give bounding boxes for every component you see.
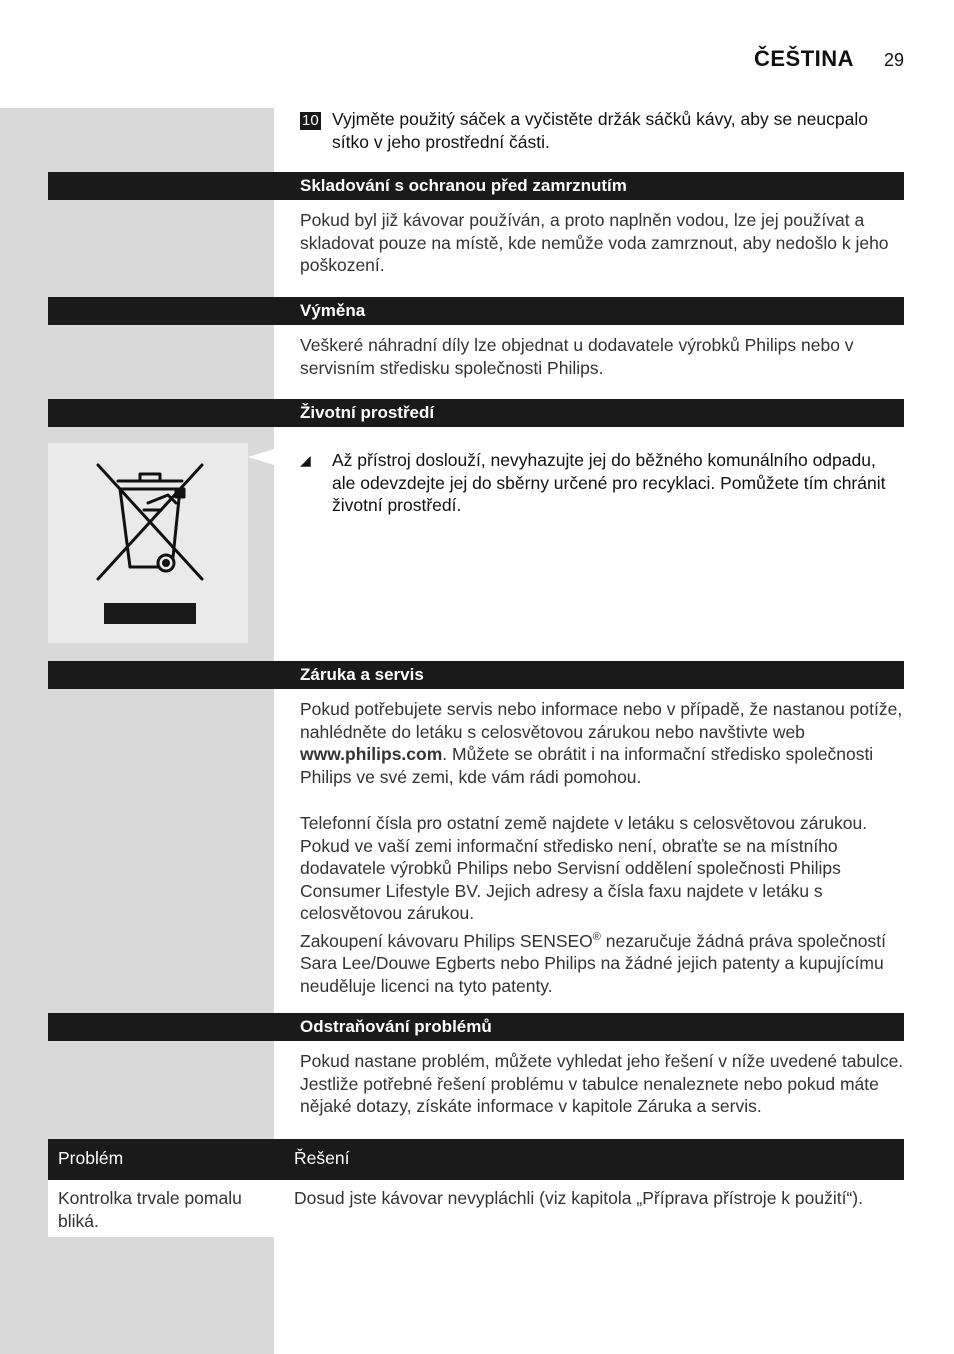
warranty-text: nezaručuje žádná práva společností Sara Lee/Douwe Egberts nebo Philips na žádné jejich patenty a kupujícímu neuděluje licenci na tyto patenty.	[300, 930, 886, 997]
section-title: Výměna	[300, 301, 366, 320]
section-header-environment	[48, 399, 904, 427]
column-header-problem: Problém	[58, 1148, 124, 1168]
warranty-text: Zakoupení kávovaru Philips SENSEO	[300, 930, 593, 951]
pointer-triangle	[248, 449, 274, 465]
step-text: Vyjměte použitý sáček a vyčistěte držák sáčků kávy, aby se neucpalo sítko v jeho prostřední části.	[332, 109, 868, 152]
section-title: Skladování s ochranou před zamrznutím	[300, 176, 627, 195]
registered-mark: ®	[592, 931, 601, 943]
section-title: Záruka a servis	[300, 665, 424, 684]
step-number: 10	[302, 112, 319, 129]
section-header-replacement	[48, 297, 904, 325]
table-row	[274, 1180, 904, 1237]
section-header-warranty	[48, 661, 904, 689]
triangle-bullet-icon: ◢	[300, 452, 311, 468]
warranty-paragraph-1	[300, 698, 904, 788]
warranty-text: Pokud potřebujete servis nebo informace nebo v případě, že nastanou potíže, nahlédněte do letáku s celosvětovou zárukou nebo navštivte web	[300, 699, 903, 742]
section-header-troubleshooting	[48, 1013, 904, 1041]
language-header: ČEŠTINA	[754, 46, 855, 71]
crossed-out-wheelie-bin-icon	[48, 443, 248, 643]
table-cell-solution: Dosud jste kávovar nevypláchli (viz kapitola „Příprava přístroje k použití“).	[294, 1188, 863, 1208]
replacement-text: Veškeré náhradní díly lze objednat u dodavatele výrobků Philips nebo v servisním středisku společnosti Philips.	[300, 335, 854, 378]
step-10	[300, 108, 900, 152]
frost-text: Pokud byl již kávovar používán, a proto naplněn vodou, lze jej používat a skladovat pouze na místě, kde nemůže voda zamrznout, aby nedošlo k jeho poškození.	[300, 210, 889, 276]
page-number: 29	[884, 50, 905, 70]
section-title: Životní prostředí	[300, 403, 435, 422]
section-header-frost	[48, 172, 904, 200]
section-title: Odstraňování problémů	[300, 1017, 492, 1036]
warranty-paragraph-2: Telefonní čísla pro ostatní země najdete v letáku s celosvětovou zárukou. Pokud ve vaší zemi informační středisko není, obraťte se na místního dodavatele výrobků Philips nebo Servisní oddělení společnosti Philips Consumer Lifestyle BV. Jejich adresy a čísla faxu najdete v letáku s celosvětovou zárukou.	[300, 813, 868, 924]
philips-website-link[interactable]: www.philips.com	[300, 744, 443, 765]
column-header-solution: Řešení	[294, 1148, 350, 1168]
warranty-paragraph-3	[300, 926, 904, 998]
table-header	[48, 1139, 904, 1180]
weee-symbol-box	[48, 443, 248, 643]
table-cell-problem: Kontrolka trvale pomalu bliká.	[58, 1188, 242, 1231]
environment-text: Až přístroj doslouží, nevyhazujte jej do běžného komunálního odpadu, ale odevzdejte jej do sběrny určené pro recyklaci. Pomůžete tím chránit životní prostředí.	[332, 450, 886, 516]
table-row	[48, 1180, 274, 1237]
troubleshooting-text: Pokud nastane problém, můžete vyhledat jeho řešení v níže uvedené tabulce. Jestliže potřebné řešení problému v tabulce nenaleznete nebo pokud máte nějaké dotazy, získáte informace v kapitole Záruka a servis.	[300, 1051, 904, 1117]
warranty-text: . Můžete se obrátit i na informační středisko společnosti Philips ve své zemi, kde vám rádi pomohou.	[300, 744, 874, 787]
